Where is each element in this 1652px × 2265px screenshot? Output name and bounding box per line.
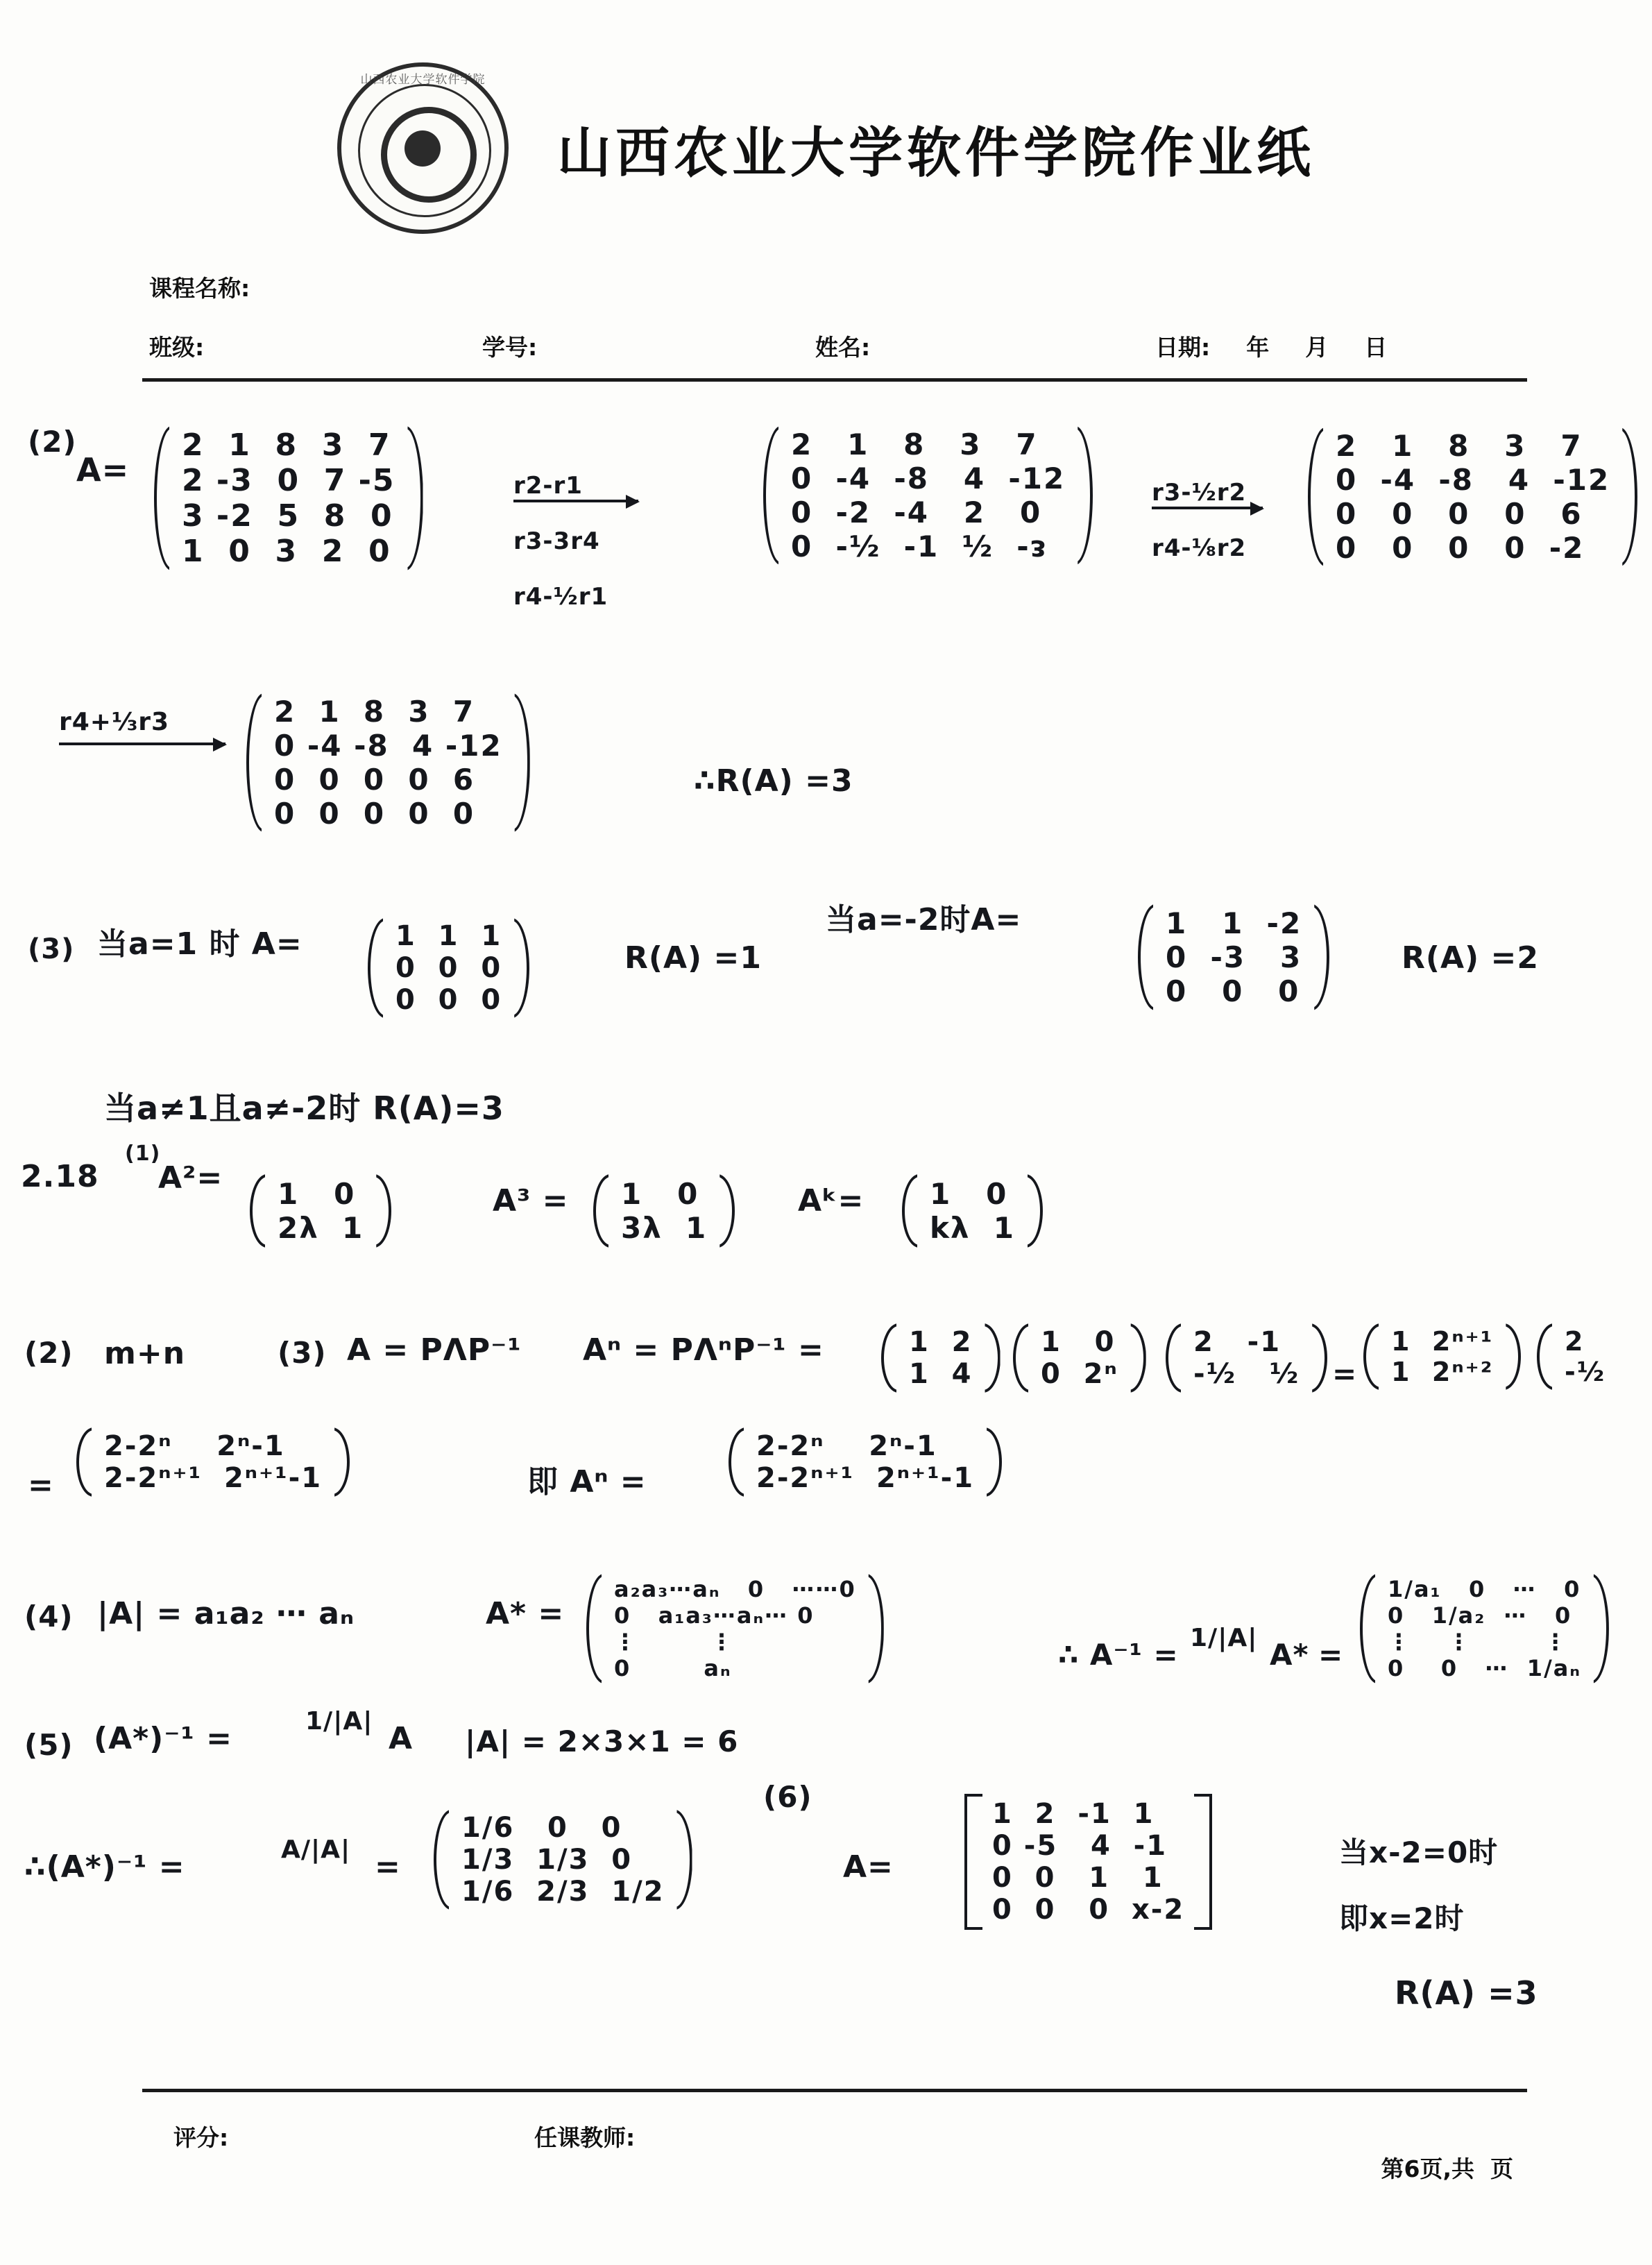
matrix-13-row: 1 2ⁿ⁺¹ <box>1391 1326 1494 1357</box>
matrix-12 <box>1166 1322 1327 1394</box>
date-field[interactable]: 日期: <box>1155 334 1211 361</box>
matrix-4-row: 0 -4 -8 4 -12 <box>274 729 502 763</box>
matrix-10 <box>881 1322 1000 1394</box>
rank-result-1: R(A) =1 <box>624 940 762 976</box>
matrix-17 <box>586 1572 884 1686</box>
matrix-2-row: 0 -2 -4 2 0 <box>791 495 1042 529</box>
matrix-18-row: 1/a₁ 0 ⋯ 0 <box>1388 1576 1581 1602</box>
matrix-6-row: 1 1 -2 <box>1166 906 1302 940</box>
rank-result-2: R(A) =2 <box>1402 940 1539 976</box>
matrix-4 <box>246 690 530 835</box>
item-6-A: A= <box>843 1849 894 1885</box>
item-5-label: (5) <box>24 1728 74 1762</box>
row-op-3: r4+⅓r3 <box>59 708 170 736</box>
matrix-14-row: -½ <box>1565 1357 1606 1387</box>
item-4-adj-label: A* = <box>486 1596 565 1631</box>
matrix-18 <box>1360 1572 1609 1686</box>
matrix-11 <box>1013 1322 1146 1394</box>
matrix-5-row: 0 0 0 <box>395 952 502 984</box>
matrix-13 <box>1363 1322 1521 1391</box>
matrix-8-row: 3λ 1 <box>621 1211 708 1245</box>
footer-divider <box>142 2089 1527 2092</box>
matrix-20-row: 0 0 0 x-2 <box>992 1894 1185 1926</box>
item-3-equals-1: = <box>1332 1357 1358 1391</box>
matrix-9-row: 1 0 <box>930 1177 1008 1211</box>
matrix-2-row: 2 1 8 3 7 <box>791 427 1038 461</box>
row-op-1c: r4-½r1 <box>513 583 608 611</box>
matrix-3-row: 0 -4 -8 4 -12 <box>1336 463 1610 497</box>
matrix-5-row: 1 1 1 <box>395 920 502 952</box>
course-name-field[interactable]: 课程名称: <box>149 275 250 302</box>
matrix-16 <box>729 1426 1002 1498</box>
item-3-eq2: Aⁿ = PΛⁿP⁻¹ = <box>583 1332 824 1368</box>
matrix-18-row: 0 0 ⋯ 1/aₙ <box>1388 1655 1581 1681</box>
row-op-2b: r4-⅛r2 <box>1152 534 1247 562</box>
matrix-12-row: -½ ½ <box>1193 1358 1300 1390</box>
matrix-12-row: 2 -1 <box>1193 1326 1281 1358</box>
matrix-1-row: 2 -3 0 7 -5 <box>182 463 395 498</box>
item-3-eq1: A = PΛP⁻¹ <box>347 1332 522 1368</box>
matrix-3 <box>1308 425 1637 569</box>
item-3-eq3: 即 Aⁿ = <box>527 1464 647 1500</box>
item-5-eq1: (A*)⁻¹ = <box>94 1721 232 1756</box>
matrix-5-row: 0 0 0 <box>395 984 502 1016</box>
matrix-1-row: 1 0 3 2 0 <box>182 534 391 569</box>
year-label: 年 <box>1246 334 1270 361</box>
item-4-frac: 1/|A| <box>1190 1624 1258 1652</box>
matrix-7-row: 2λ 1 <box>278 1211 364 1245</box>
matrix-7 <box>250 1173 391 1249</box>
matrix-9-row: kλ 1 <box>930 1211 1015 1245</box>
matrix-20-row: 0 -5 4 -1 <box>992 1830 1168 1862</box>
item-13-case2: 当a=-2时A= <box>826 902 1022 938</box>
matrix-15-row: 2-2ⁿ⁺¹ 2ⁿ⁺¹-1 <box>104 1462 323 1494</box>
item-13-case3: 当a≠1且a≠-2时 R(A)=3 <box>104 1089 504 1127</box>
item-13-case1: 当a=1 时 A= <box>97 926 303 962</box>
item-4-det: |A| = a₁a₂ ⋯ aₙ <box>97 1596 355 1631</box>
matrix-14 <box>1537 1322 1615 1391</box>
matrix-17-row: ⋮ ⋮ <box>614 1629 735 1655</box>
page-suffix: 页 <box>1490 2155 1513 2182</box>
matrix-5 <box>368 916 529 1020</box>
matrix-19-row: 1/6 2/3 1/2 <box>461 1876 665 1908</box>
matrix-17-row: 0 a₁a₃⋯aₙ⋯ 0 <box>614 1602 815 1629</box>
matrix-20-row: 1 2 -1 1 <box>992 1798 1155 1830</box>
matrix-8 <box>593 1173 735 1249</box>
matrix-14-row: 2 <box>1565 1326 1585 1357</box>
item-5-det-value: |A| = 2×3×1 = 6 <box>465 1724 739 1758</box>
matrix-10-row: 1 4 <box>909 1358 973 1390</box>
matrix-6 <box>1138 902 1329 1012</box>
item-4-equals: = <box>1318 1638 1344 1672</box>
day-label: 日 <box>1364 334 1388 361</box>
month-label: 月 <box>1305 334 1329 361</box>
page-footer <box>173 2120 1513 2211</box>
item-13-label: (3) <box>28 933 75 965</box>
item-4-label: (4) <box>24 1600 74 1634</box>
matrix-1-row: 3 -2 5 8 0 <box>182 498 393 534</box>
matrix-3-row: 0 0 0 0 -2 <box>1336 531 1585 565</box>
matrix-16-row: 2-2ⁿ⁺¹ 2ⁿ⁺¹-1 <box>756 1462 975 1494</box>
matrix-19 <box>434 1808 692 1912</box>
a3-label: A³ = <box>493 1183 569 1219</box>
item-218-sub: (1) <box>125 1142 161 1166</box>
item-5-equals: = <box>375 1849 401 1885</box>
row-op-arrow-3 <box>59 743 225 745</box>
row-op-1a: r2-r1 <box>513 472 583 500</box>
matrix-7-row: 1 0 <box>278 1177 356 1211</box>
matrix-4-row: 0 0 0 0 6 <box>274 763 475 797</box>
item-4-inverse-label: ∴ A⁻¹ = <box>1058 1638 1179 1672</box>
matrix-9 <box>902 1173 1043 1249</box>
matrix-15 <box>76 1426 350 1498</box>
item-5-frac-1: 1/|A| <box>305 1707 373 1736</box>
item-6-cond1: 当x-2=0时 <box>1339 1835 1499 1869</box>
matrix-20-row: 0 0 1 1 <box>992 1862 1164 1894</box>
page-number: 6 <box>1404 2155 1420 2182</box>
matrix-2 <box>763 423 1093 568</box>
teacher-field[interactable]: 任课教师: <box>534 2124 636 2151</box>
item-12-label: (2) <box>28 425 77 459</box>
item-6-rank: R(A) =3 <box>1395 1974 1538 2012</box>
matrix-8-row: 1 0 <box>621 1177 699 1211</box>
matrix-11-row: 1 0 <box>1041 1326 1116 1358</box>
row-op-1b: r3-3r4 <box>513 527 600 555</box>
item-5-frac-2: A/|A| <box>281 1835 351 1864</box>
matrix-6-row: 0 -3 3 <box>1166 940 1302 974</box>
matrix-11-row: 0 2ⁿ <box>1041 1358 1118 1390</box>
matrix-4-row: 2 1 8 3 7 <box>274 695 475 729</box>
matrix-2-row: 0 -½ -1 ½ -ᴈ <box>791 529 1048 563</box>
row-op-arrow-1 <box>513 500 638 502</box>
page-prefix: 第 <box>1381 2155 1404 2182</box>
seal-text: 山西农业大学软件学院 <box>360 73 486 87</box>
matrix-10-row: 1 2 <box>909 1326 973 1358</box>
matrix-13-row: 1 2ⁿ⁺² <box>1391 1357 1494 1387</box>
item-3-equals-2: = <box>28 1468 54 1503</box>
item-12-A: A= <box>76 451 130 489</box>
matrix-16-row: 2-2ⁿ 2ⁿ-1 <box>756 1430 937 1462</box>
item-3-label: (3) <box>278 1336 327 1370</box>
item-5-A: A <box>389 1721 414 1756</box>
matrix-2-row: 0 -4 -8 4 -12 <box>791 461 1066 495</box>
matrix-19-row: 1/3 1/3 0 <box>461 1844 633 1876</box>
item-6-cond2: 即x=2时 <box>1339 1901 1465 1935</box>
matrix-3-row: 0 0 0 0 6 <box>1336 497 1583 531</box>
a2-label: A²= <box>158 1160 223 1196</box>
item-2-label: (2) <box>24 1336 74 1370</box>
row-op-arrow-2 <box>1152 507 1263 509</box>
matrix-19-row: 1/6 0 0 <box>461 1812 622 1844</box>
matrix-4-row: 0 0 0 0 0 <box>274 797 475 831</box>
matrix-1-row: 2 1 8 3 7 <box>182 427 391 463</box>
student-id-field[interactable]: 学号: <box>482 334 538 361</box>
page-title: 山西农业大学软件学院作业纸 <box>556 121 1315 185</box>
matrix-18-row: ⋮ ⋮ ⋮ <box>1388 1629 1568 1655</box>
ak-label: Aᵏ= <box>798 1183 865 1219</box>
row-op-2a: r3-½r2 <box>1152 479 1247 507</box>
matrix-1 <box>154 423 423 573</box>
matrix-15-row: 2-2ⁿ 2ⁿ-1 <box>104 1430 285 1462</box>
matrix-20 <box>964 1794 1212 1930</box>
page-mid: 页,共 <box>1420 2155 1475 2182</box>
conclusion-rank-1: ∴R(A) =3 <box>694 763 853 799</box>
matrix-17-row: a₂a₃⋯aₙ 0 ⋯⋯0 <box>614 1576 856 1602</box>
score-field[interactable]: 评分: <box>173 2124 229 2151</box>
item-6-label: (6) <box>763 1780 812 1814</box>
item-4-adj: A* <box>1270 1638 1309 1672</box>
matrix-17-row: 0 aₙ <box>614 1655 732 1681</box>
item-5-eq2: ∴(A*)⁻¹ = <box>24 1849 185 1885</box>
student-name-field[interactable]: 姓名: <box>815 334 871 361</box>
matrix-3-row: 2 1 8 3 7 <box>1336 429 1583 463</box>
matrix-18-row: 0 1/a₂ ⋯ 0 <box>1388 1602 1572 1629</box>
class-field[interactable]: 班级: <box>149 334 205 361</box>
item-2-value: m+n <box>104 1336 186 1371</box>
item-218-label: 2.18 <box>21 1159 99 1194</box>
matrix-6-row: 0 0 0 <box>1166 974 1300 1008</box>
